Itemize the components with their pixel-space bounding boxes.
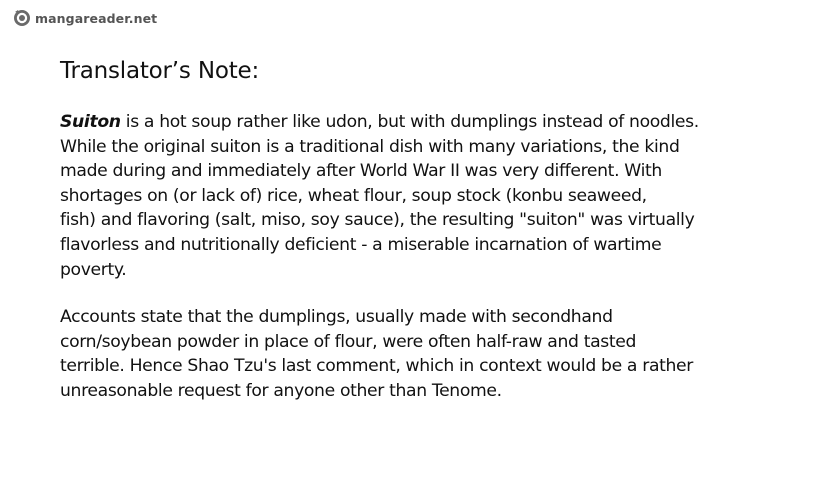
paragraph-line: shortages on (or lack of) rice, wheat flour, soup stock (konbu seaweed, bbox=[60, 185, 647, 206]
paragraph-line: corn/soybean powder in place of flour, were often half-raw and tasted bbox=[60, 331, 637, 352]
note-paragraph-1 bbox=[60, 110, 820, 282]
paragraph-line-text: is a hot soup rather like udon, but with dumplings instead of noodles. bbox=[120, 112, 699, 132]
note-paragraph-2 bbox=[60, 305, 820, 403]
paragraph-line: terrible. Hence Shao Tzu's last comment, which in context would be a rather bbox=[60, 356, 693, 377]
paragraph-line: made during and immediately after World War II was very different. With bbox=[60, 161, 662, 182]
paragraph-line: While the original suiton is a traditional dish with many variations, the kind bbox=[60, 136, 680, 157]
paragraph-line: unreasonable request for anyone other than Tenome. bbox=[60, 380, 502, 401]
paragraph-line: fish) and flavoring (salt, miso, soy sauce), the resulting "suiton" was virtually bbox=[60, 210, 695, 231]
watermark-text: mangareader.net bbox=[35, 10, 158, 26]
watermark bbox=[12, 6, 157, 30]
paragraph-line: Accounts state that the dumplings, usually made with secondhand bbox=[60, 307, 613, 327]
term-suiton: Suiton bbox=[60, 112, 121, 132]
note-title: Translator’s Note: bbox=[60, 58, 260, 84]
paragraph-line: flavorless and nutritionally deficient - a miserable incarnation of wartime bbox=[60, 234, 662, 255]
mangareader-logo-icon bbox=[12, 8, 32, 28]
paragraph-line: poverty. bbox=[60, 259, 127, 280]
paragraph-line bbox=[60, 110, 820, 135]
